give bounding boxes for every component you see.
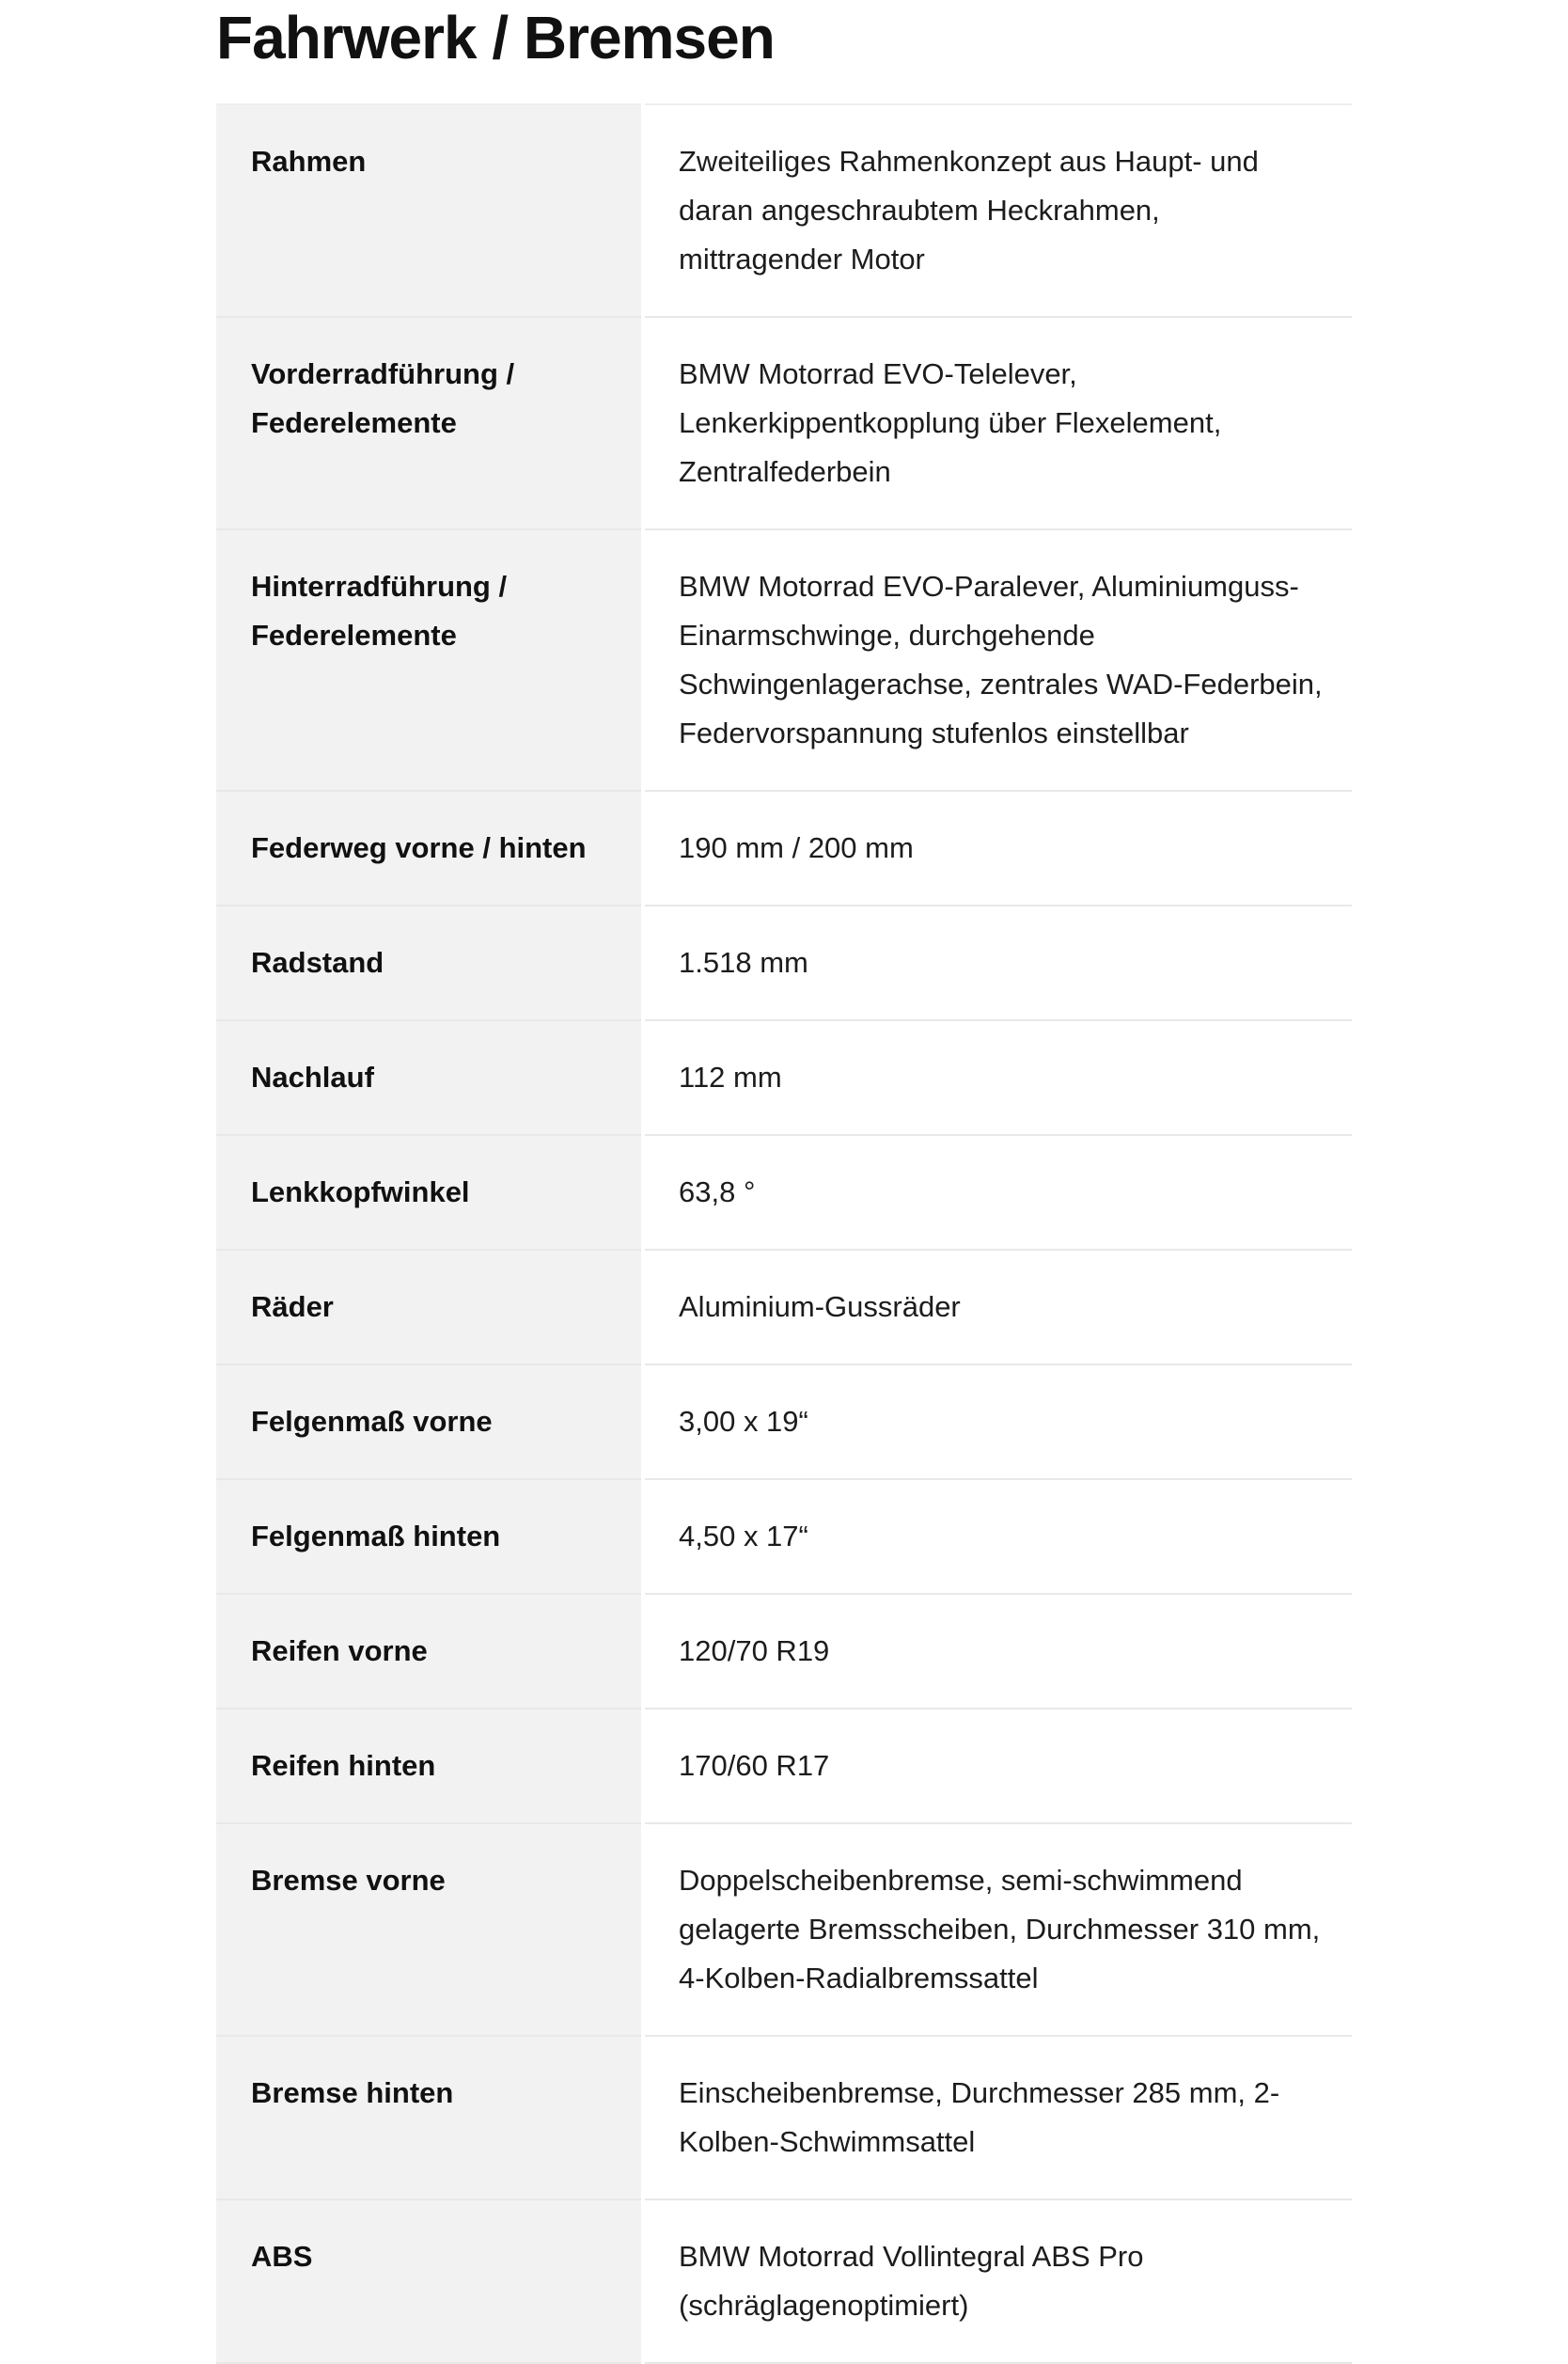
spec-label: Bremse vorne	[216, 1823, 643, 2036]
spec-value: 190 mm / 200 mm	[643, 791, 1352, 906]
spec-value: 1.518 mm	[643, 906, 1352, 1020]
spec-label: Reifen hinten	[216, 1709, 643, 1823]
spec-row-reifen-hinten	[216, 1709, 1352, 1823]
spec-label: Rahmen	[216, 104, 643, 317]
spec-row-lenkkopfwinkel	[216, 1135, 1352, 1250]
spec-row-hinterradfuehrung	[216, 529, 1352, 791]
spec-label: Felgenmaß hinten	[216, 1479, 643, 1594]
spec-label: Felgenmaß vorne	[216, 1364, 643, 1479]
spec-label: Räder	[216, 1250, 643, 1364]
spec-value: Doppelscheibenbremse, semi-schwimmend gelagerte Bremsscheiben, Durchmesser 310 mm, 4-Kolben-Radialbremssattel	[643, 1823, 1352, 2036]
spec-section	[216, 0, 1352, 2364]
spec-table	[216, 103, 1352, 2364]
spec-value: Einscheibenbremse, Durchmesser 285 mm, 2-Kolben-Schwimmsattel	[643, 2036, 1352, 2199]
spec-label: ABS	[216, 2199, 643, 2363]
spec-value: 170/60 R17	[643, 1709, 1352, 1823]
spec-value: 3,00 x 19“	[643, 1364, 1352, 1479]
spec-value: Aluminium-Gussräder	[643, 1250, 1352, 1364]
spec-row-raeder	[216, 1250, 1352, 1364]
spec-row-vorderradfuehrung	[216, 317, 1352, 529]
spec-label: Reifen vorne	[216, 1594, 643, 1709]
spec-row-reifen-vorne	[216, 1594, 1352, 1709]
spec-value: 4,50 x 17“	[643, 1479, 1352, 1594]
spec-row-bremse-hinten	[216, 2036, 1352, 2199]
spec-label: Nachlauf	[216, 1020, 643, 1135]
spec-label: Federweg vorne / hinten	[216, 791, 643, 906]
spec-value: BMW Motorrad Vollintegral ABS Pro (schräglagenoptimiert)	[643, 2199, 1352, 2363]
spec-label: Lenkkopfwinkel	[216, 1135, 643, 1250]
spec-row-nachlauf	[216, 1020, 1352, 1135]
spec-row-bremse-vorne	[216, 1823, 1352, 2036]
spec-value: BMW Motorrad EVO-Paralever, Aluminiumguss-Einarmschwinge, durchgehende Schwingenlagerachse, zentrales WAD-Federbein, Federvorspannung stufenlos einstellbar	[643, 529, 1352, 791]
spec-row-rahmen	[216, 104, 1352, 317]
spec-row-felgenmass-vorne	[216, 1364, 1352, 1479]
section-title: Fahrwerk / Bremsen	[216, 4, 775, 71]
spec-value: 112 mm	[643, 1020, 1352, 1135]
spec-row-abs	[216, 2199, 1352, 2363]
spec-value: 120/70 R19	[643, 1594, 1352, 1709]
spec-row-radstand	[216, 906, 1352, 1020]
spec-label: Radstand	[216, 906, 643, 1020]
spec-row-felgenmass-hinten	[216, 1479, 1352, 1594]
spec-row-federweg	[216, 791, 1352, 906]
spec-label: Vorderradführung / Federelemente	[216, 317, 643, 529]
spec-label: Hinterradführung / Federelemente	[216, 529, 643, 791]
spec-value: 63,8 °	[643, 1135, 1352, 1250]
spec-label: Bremse hinten	[216, 2036, 643, 2199]
spec-value: Zweiteiliges Rahmenkonzept aus Haupt- und daran angeschraubtem Heckrahmen, mittragender Motor	[643, 104, 1352, 317]
spec-value: BMW Motorrad EVO-Telelever, Lenkerkippentkopplung über Flexelement, Zentralfederbein	[643, 317, 1352, 529]
